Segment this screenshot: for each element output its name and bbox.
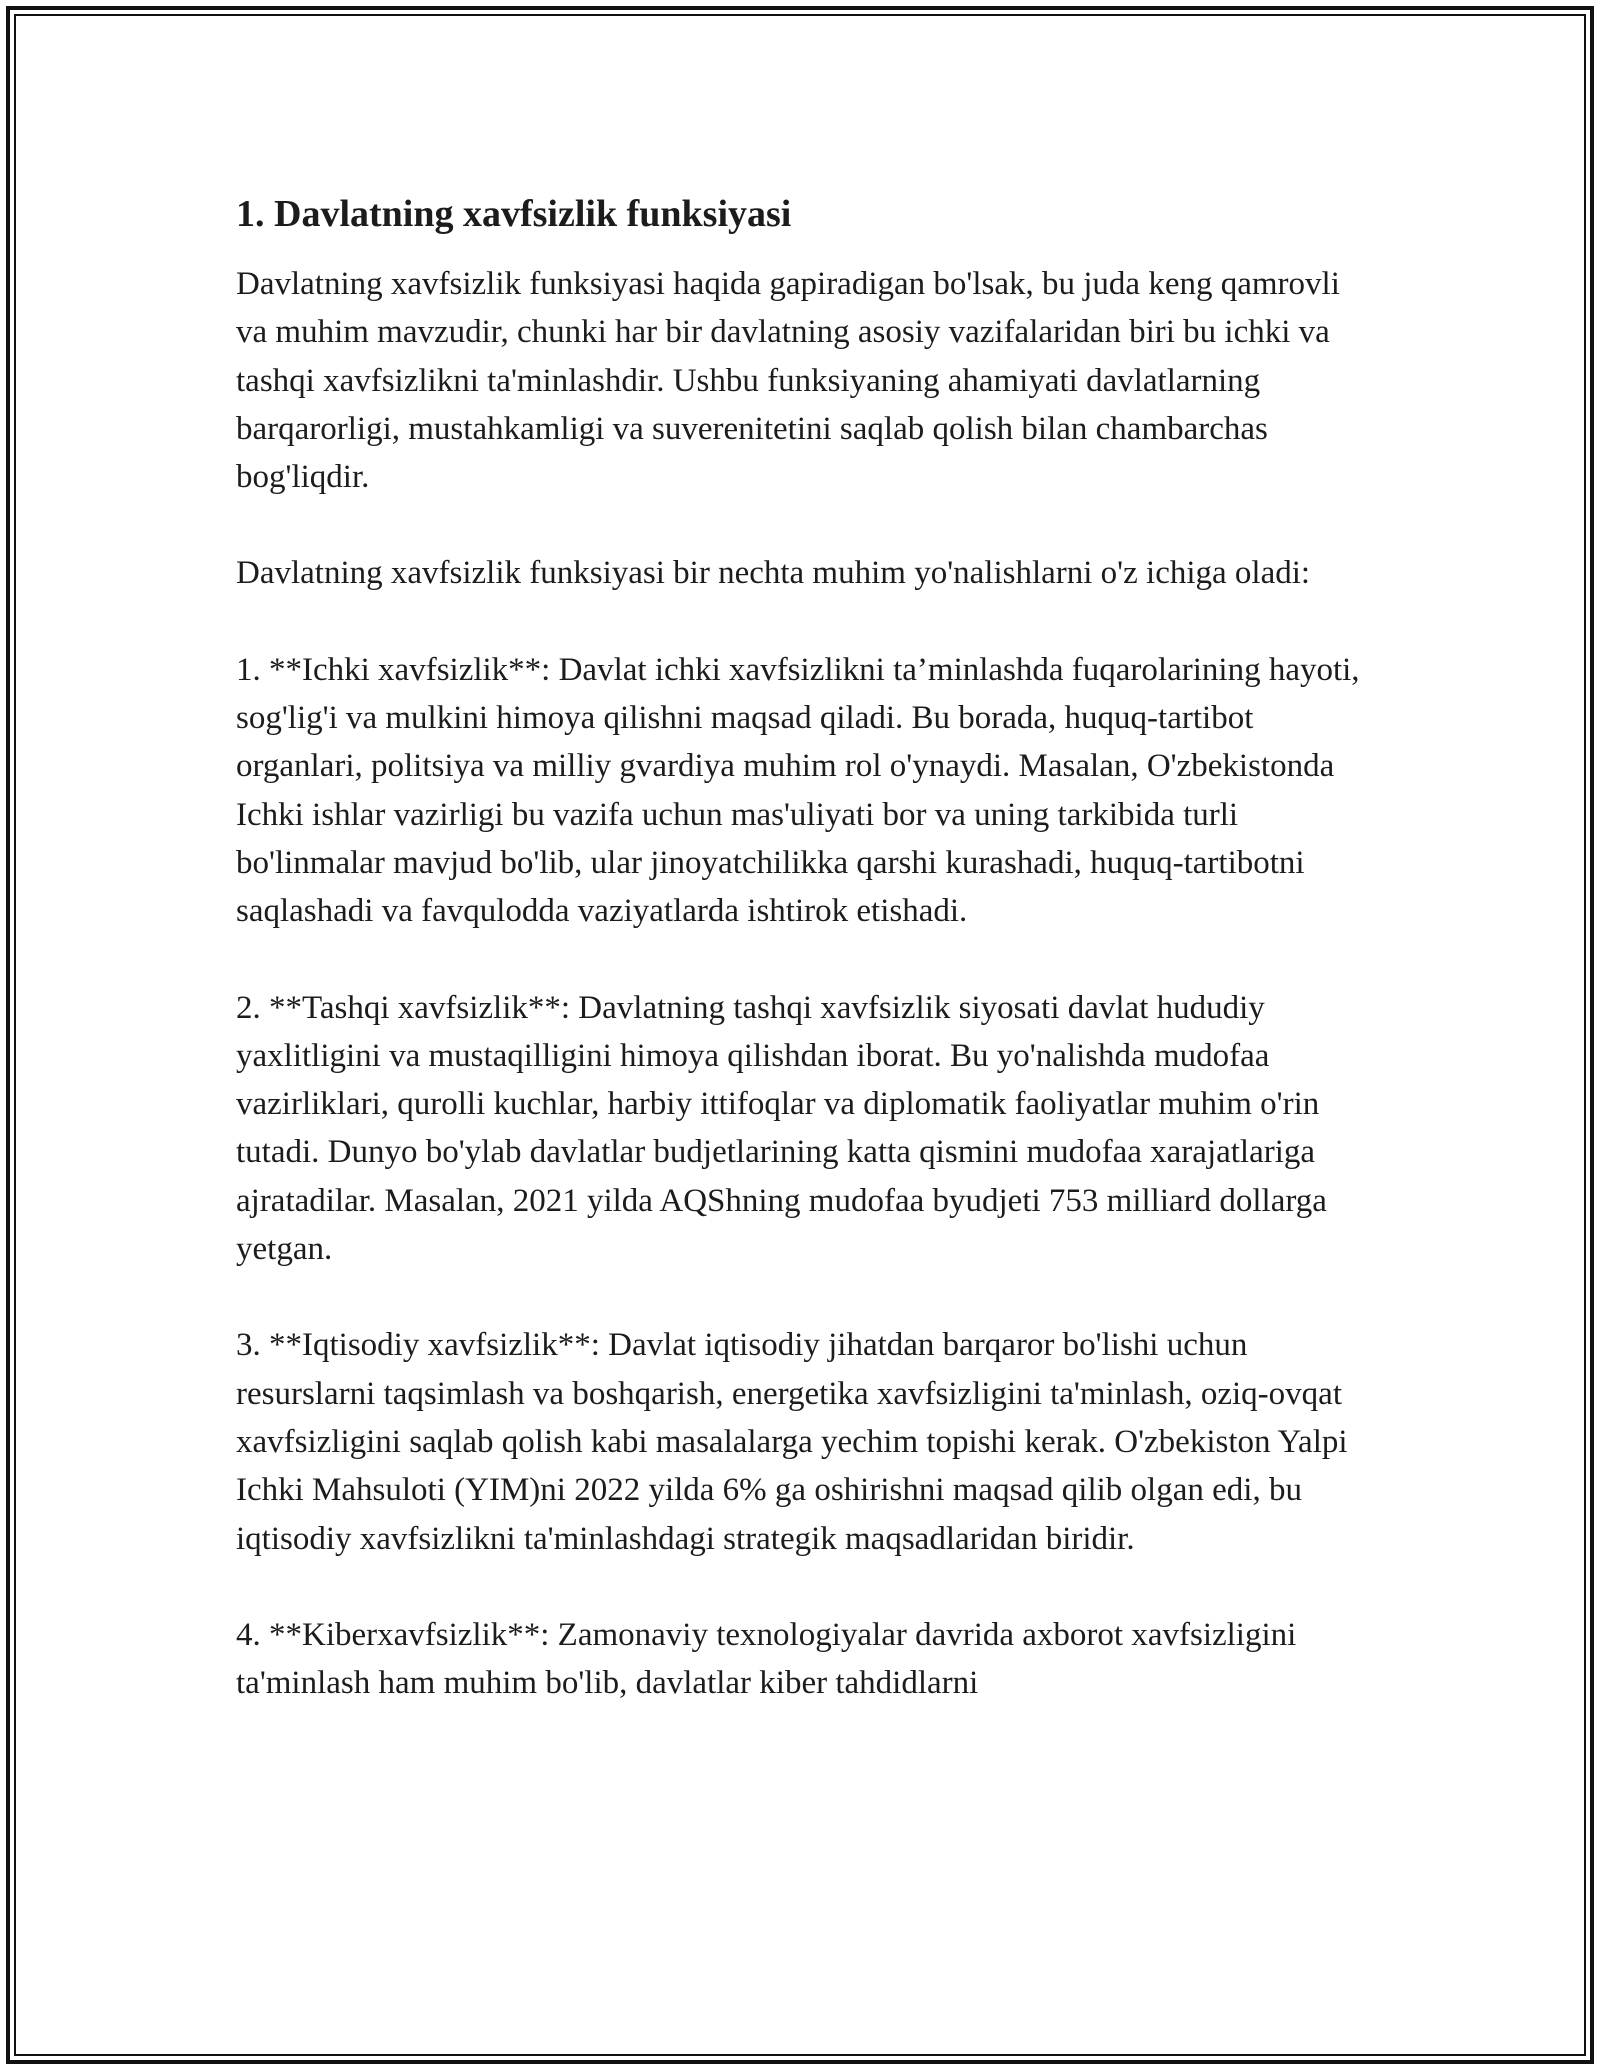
paragraph-directions: Davlatning xavfsizlik funksiyasi bir nechta muhim yo'nalishlarni o'z ichiga oladi: [236,555,1311,592]
document-body [236,188,1366,1707]
paragraph-economic-security: 3. **Iqtisodiy xavfsizlik**: Davlat iqtisodiy jihatdan barqaror bo'lishi uchun resurslarni taqsimlash va boshqarish, energetika xavfsizligini ta'minlash, oziq-ovqat xavfsizligini saqlab qolish kabi masalalarga yechim topishi kerak. O'zbekiston Yalpi Ichki Mahsuloti (YIM)ni 2022 yilda 6% ga oshirishni maqsad qilib olgan edi, bu iqtisodiy xavfsizlikni ta'minlashdagi strategik maqsadlaridan biridir. [236,1327,1348,1557]
paragraph-intro: Davlatning xavfsizlik funksiyasi haqida gapiradigan bo'lsak, bu juda keng qamrovli va muhim mavzudir, chunki har bir davlatning asosiy vazifalaridan biri bu ichki va tashqi xavfsizlikni ta'minlashdir. Ushbu funksiyaning ahamiyati davlatlarning barqarorligi, mustahkamligi va suverenitetini saqlab qolish bilan chambarchas bog'liqdir. [236,266,1340,496]
paragraph-internal-security: 1. **Ichki xavfsizlik**: Davlat ichki xavfsizlikni ta’minlashda fuqarolarining hayoti, sog'lig'i va mulkini himoya qilishni maqsad qiladi. Bu borada, huquq-tartibot organlari, politsiya va milliy gvardiya muhim rol o'ynaydi. Masalan, O'zbekistonda Ichki ishlar vazirligi bu vazifa uchun mas'uliyati bor va uning tarkibida turli bo'linmalar mavjud bo'lib, ular jinoyatchilikka qarshi kurashadi, huquq-tartibotni saqlashadi va favqulodda vaziyatlarda ishtirok etishadi. [236,651,1360,930]
section-heading: 1. Davlatning xavfsizlik funksiyasi [236,193,792,235]
paragraph-cyber-security: 4. **Kiberxavfsizlik**: Zamonaviy texnologiyalar davrida axborot xavfsizligini ta'minlash ham muhim bo'lib, davlatlar kiber tahdidlarni [236,1616,1297,1702]
paragraph-external-security: 2. **Tashqi xavfsizlik**: Davlatning tashqi xavfsizlik siyosati davlat hududiy yaxlitligini va mustaqilligini himoya qilishdan iborat. Bu yo'nalishda mudofaa vazirliklari, qurolli kuchlar, harbiy ittifoqlar va diplomatik faoliyatlar muhim o'rin tutadi. Dunyo bo'ylab davlatlar budjetlarining katta qismini mudofaa xarajatlariga ajratadilar. Masalan, 2021 yilda AQShning mudofaa byudjeti 753 milliard dollarga yetgan. [236,989,1327,1268]
